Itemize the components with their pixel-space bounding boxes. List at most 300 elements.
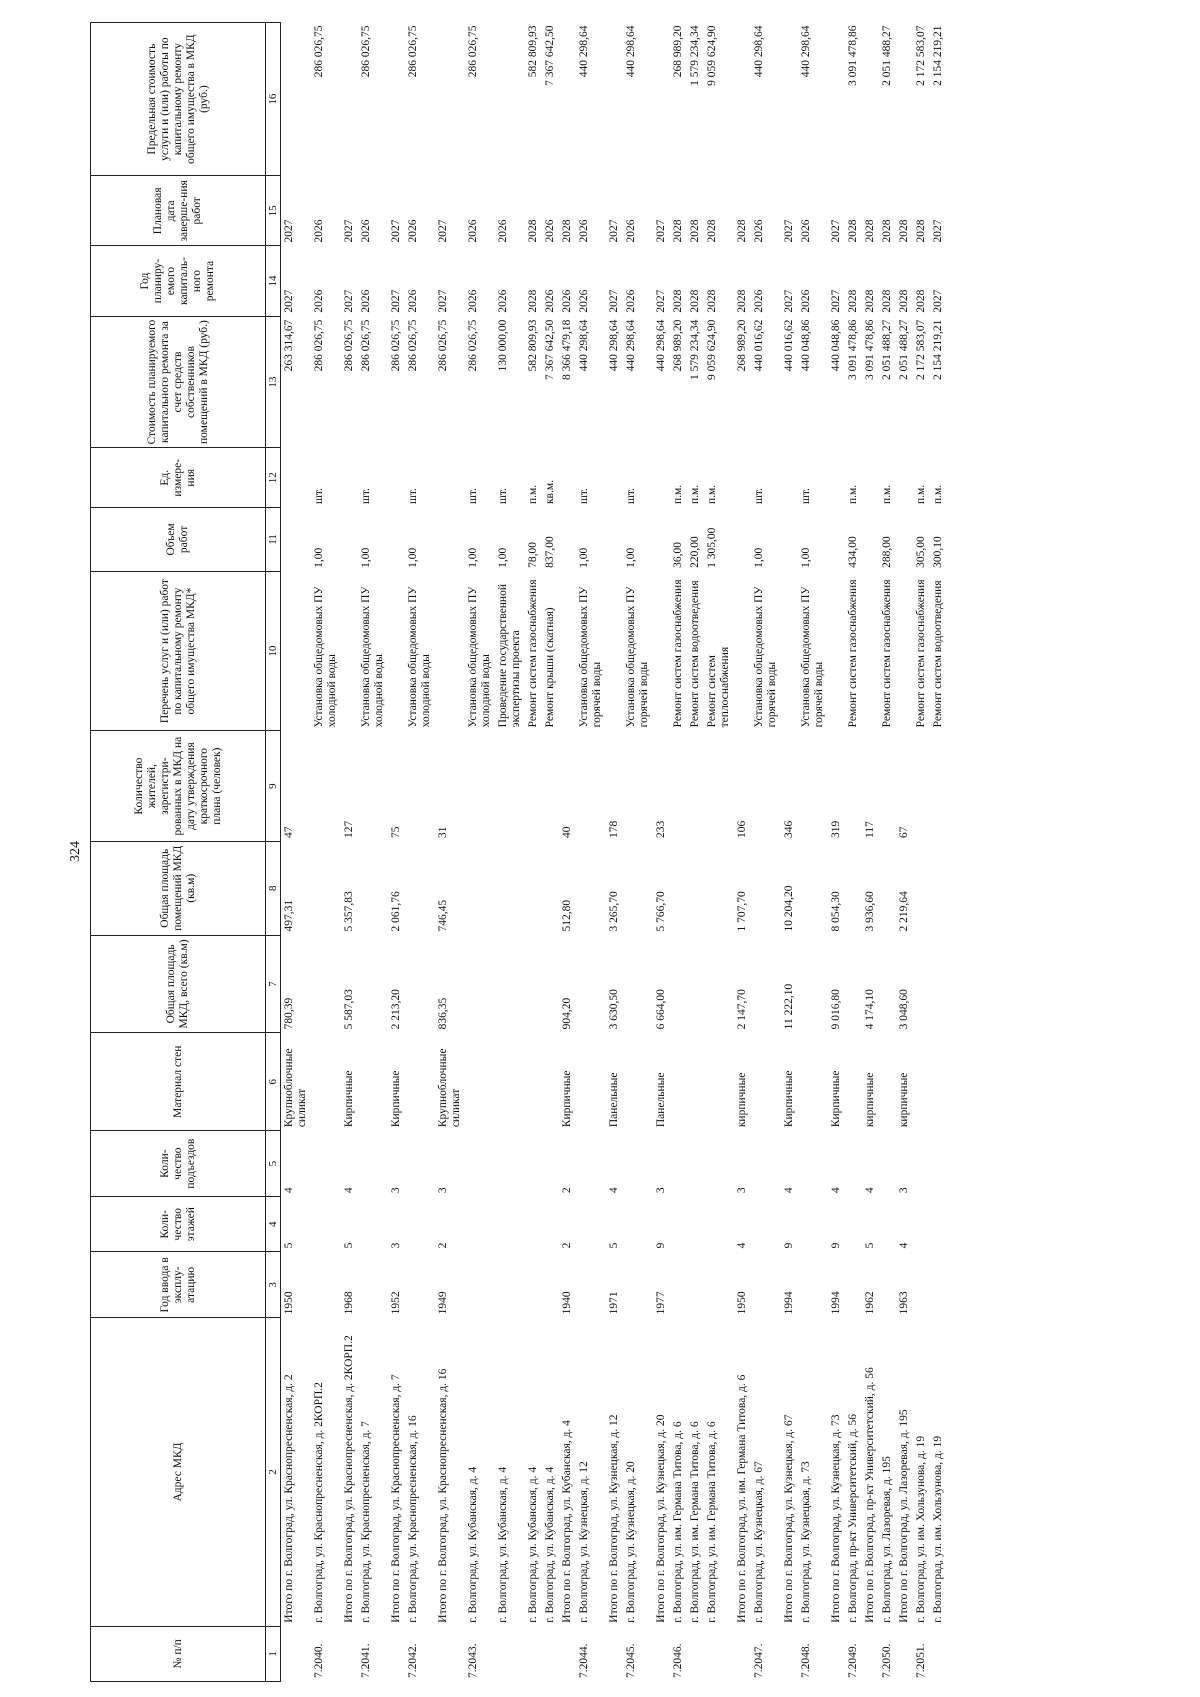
entrances-cell [751, 1131, 781, 1197]
end-date-cell: 2026 [751, 176, 781, 246]
residents-cell [525, 731, 542, 842]
repair-year-cell: 2026 [576, 246, 606, 316]
table-row [525, 23, 542, 1682]
volume-cell [341, 508, 358, 572]
year-built-cell: 1968 [341, 1252, 358, 1318]
year-built-cell [358, 1252, 388, 1318]
volume-cell [281, 508, 312, 572]
entrances-cell [542, 1131, 559, 1197]
entrances-cell [623, 1131, 653, 1197]
volume-cell [388, 508, 405, 572]
row-number: 7.2049. [845, 1626, 862, 1681]
repair-year-cell: 2027 [281, 246, 312, 316]
column-number: 9 [266, 731, 281, 842]
premises-area-cell: 3 265,70 [606, 841, 623, 935]
end-date-cell: 2027 [606, 176, 623, 246]
works-cell [341, 571, 358, 731]
floors-cell [879, 1197, 896, 1252]
year-built-cell [542, 1252, 559, 1318]
total-area-cell [525, 935, 542, 1033]
volume-cell: 1,00 [495, 508, 525, 572]
entrances-cell [495, 1131, 525, 1197]
unit-cell: шт. [623, 448, 653, 508]
cost-cell: 440 048,86 [798, 316, 828, 448]
unit-cell: шт. [311, 448, 341, 508]
premises-area-cell: 5 357,83 [341, 841, 358, 935]
premises-area-cell [495, 841, 525, 935]
repair-year-cell: 2027 [828, 246, 845, 316]
residents-cell [930, 731, 947, 842]
volume-cell: 300,10 [930, 508, 947, 572]
wall-material-cell [311, 1033, 341, 1131]
row-number [734, 1626, 751, 1681]
wall-material-cell: Крупноблочные силикат [435, 1033, 465, 1131]
header-cell: Перечень услуг и (или) работ по капитальному ремонту общего имущества МКД* [91, 571, 266, 731]
address-cell: г. Волгоград, ул. им. Хользунова, д. 19 [930, 1318, 947, 1626]
entrances-cell [798, 1131, 828, 1197]
end-date-cell: 2026 [405, 176, 435, 246]
entrances-cell: 4 [862, 1131, 879, 1197]
year-built-cell: 1963 [896, 1252, 913, 1318]
year-built-cell: 1962 [862, 1252, 879, 1318]
table-row [896, 23, 913, 1682]
address-cell: г. Волгоград, ул. Кузнецкая, д. 67 [751, 1318, 781, 1626]
entrances-cell: 4 [341, 1131, 358, 1197]
entrances-cell: 3 [388, 1131, 405, 1197]
row-number [388, 1626, 405, 1681]
works-cell: Ремонт систем газоснабжения [845, 571, 862, 731]
residents-cell [495, 731, 525, 842]
repair-year-cell: 2027 [341, 246, 358, 316]
max-cost-cell [495, 23, 525, 176]
year-built-cell [913, 1252, 930, 1318]
column-number: 16 [266, 23, 281, 176]
total-area-cell [495, 935, 525, 1033]
repair-year-cell: 2026 [623, 246, 653, 316]
address-cell: Итого по г. Волгоград, ул. им. Германа Титова, д. 6 [734, 1318, 751, 1626]
year-built-cell [670, 1252, 687, 1318]
year-built-cell: 1950 [734, 1252, 751, 1318]
wall-material-cell: Кирпичные [828, 1033, 845, 1131]
premises-area-cell: 2 061,76 [388, 841, 405, 935]
max-cost-cell: 440 298,64 [798, 23, 828, 176]
works-cell: Ремонт систем водоотведения [930, 571, 947, 731]
entrances-cell: 2 [559, 1131, 576, 1197]
cost-cell: 263 314,67 [281, 316, 312, 448]
works-cell: Ремонт систем теплоснабжения [704, 571, 734, 731]
works-cell [281, 571, 312, 731]
total-area-cell [879, 935, 896, 1033]
max-cost-cell [281, 23, 312, 176]
repair-year-cell: 2028 [704, 246, 734, 316]
year-built-cell [930, 1252, 947, 1318]
table-row [542, 23, 559, 1682]
column-number: 11 [266, 508, 281, 572]
wall-material-cell: Крупноблочные силикат [281, 1033, 312, 1131]
works-cell [559, 571, 576, 731]
premises-area-cell [913, 841, 930, 935]
row-number: 7.2042. [405, 1626, 435, 1681]
repair-year-cell: 2026 [465, 246, 495, 316]
table-row [623, 23, 653, 1682]
works-cell: Установка общедомовых ПУ горячей воды [576, 571, 606, 731]
floors-cell: 5 [281, 1197, 312, 1252]
residents-cell [845, 731, 862, 842]
premises-area-cell [687, 841, 704, 935]
end-date-cell: 2026 [623, 176, 653, 246]
end-date-cell: 2028 [913, 176, 930, 246]
works-cell: Ремонт систем газоснабжения [525, 571, 542, 731]
cost-cell: 440 298,64 [606, 316, 623, 448]
table-row [311, 23, 341, 1682]
wall-material-cell [525, 1033, 542, 1131]
end-date-cell: 2026 [495, 176, 525, 246]
total-area-cell: 2 213,20 [388, 935, 405, 1033]
column-number: 10 [266, 571, 281, 731]
repair-year-cell: 2028 [879, 246, 896, 316]
floors-cell [576, 1197, 606, 1252]
address-cell: г. Волгоград, ул. им. Германа Титова, д. 6 [704, 1318, 734, 1626]
total-area-cell [704, 935, 734, 1033]
end-date-cell: 2026 [311, 176, 341, 246]
floors-cell [930, 1197, 947, 1252]
entrances-cell [670, 1131, 687, 1197]
total-area-cell: 9 016,80 [828, 935, 845, 1033]
max-cost-cell: 7 367 642,50 [542, 23, 559, 176]
floors-cell [358, 1197, 388, 1252]
address-cell: Итого по г. Волгоград, ул. Кузнецкая, д. 20 [653, 1318, 670, 1626]
row-number: 7.2046. [670, 1626, 687, 1681]
wall-material-cell: кирпичные [862, 1033, 879, 1131]
table-row [495, 23, 525, 1682]
floors-cell: 9 [828, 1197, 845, 1252]
residents-cell [670, 731, 687, 842]
cost-cell: 440 048,86 [828, 316, 845, 448]
repair-year-cell: 2026 [405, 246, 435, 316]
cost-cell: 286 026,75 [341, 316, 358, 448]
max-cost-cell: 440 298,64 [576, 23, 606, 176]
address-cell: г. Волгоград, ул. Краснопресненская, д. 2КОРП.2 [311, 1318, 341, 1626]
address-cell: г. Волгоград, ул. им. Германа Титова, д. 6 [670, 1318, 687, 1626]
end-date-cell: 2027 [388, 176, 405, 246]
row-number [435, 1626, 465, 1681]
address-cell: г. Волгоград, ул. Кубанская, д. 4 [525, 1318, 542, 1626]
year-built-cell [525, 1252, 542, 1318]
premises-area-cell [751, 841, 781, 935]
year-built-cell [798, 1252, 828, 1318]
floors-cell: 3 [388, 1197, 405, 1252]
wall-material-cell [687, 1033, 704, 1131]
column-number: 15 [266, 176, 281, 246]
entrances-cell: 3 [435, 1131, 465, 1197]
row-number [930, 1626, 947, 1681]
year-built-cell: 1994 [781, 1252, 798, 1318]
unit-cell [435, 448, 465, 508]
works-cell: Установка общедомовых ПУ холодной воды [311, 571, 341, 731]
premises-area-cell [930, 841, 947, 935]
entrances-cell: 4 [828, 1131, 845, 1197]
header-cell: Коли-чество подъездов [91, 1131, 266, 1197]
unit-cell: шт. [495, 448, 525, 508]
premises-area-cell [358, 841, 388, 935]
premises-area-cell [798, 841, 828, 935]
floors-cell [495, 1197, 525, 1252]
wall-material-cell: Кирпичные [388, 1033, 405, 1131]
table-row [930, 23, 947, 1682]
address-cell: г. Волгоград, ул. Кубанская, д. 4 [542, 1318, 559, 1626]
premises-area-cell: 1 707,70 [734, 841, 751, 935]
cost-cell: 2 051 488,27 [896, 316, 913, 448]
year-built-cell: 1952 [388, 1252, 405, 1318]
works-cell: Установка общедомовых ПУ холодной воды [465, 571, 495, 731]
row-number: 7.2043. [465, 1626, 495, 1681]
entrances-cell [465, 1131, 495, 1197]
max-cost-cell [828, 23, 845, 176]
max-cost-cell [559, 23, 576, 176]
cost-cell: 1 579 234,34 [687, 316, 704, 448]
end-date-cell: 2028 [704, 176, 734, 246]
premises-area-cell: 8 054,30 [828, 841, 845, 935]
wall-material-cell: кирпичные [734, 1033, 751, 1131]
total-area-cell [845, 935, 862, 1033]
volume-cell [653, 508, 670, 572]
floors-cell: 4 [896, 1197, 913, 1252]
residents-cell [358, 731, 388, 842]
header-cell: Материал стен [91, 1033, 266, 1131]
residents-cell: 178 [606, 731, 623, 842]
premises-area-cell: 497,31 [281, 841, 312, 935]
year-built-cell: 1940 [559, 1252, 576, 1318]
floors-cell [670, 1197, 687, 1252]
total-area-cell [311, 935, 341, 1033]
floors-cell [542, 1197, 559, 1252]
max-cost-cell [388, 23, 405, 176]
volume-cell: 1,00 [623, 508, 653, 572]
cost-cell: 286 026,75 [311, 316, 341, 448]
address-cell: г. Волгоград, ул. Краснопресненская, д. 7 [358, 1318, 388, 1626]
works-cell: Установка общедомовых ПУ горячей воды [798, 571, 828, 731]
residents-cell [405, 731, 435, 842]
works-cell: Проведение государственной экспертизы проекта [495, 571, 525, 731]
repair-year-cell: 2026 [542, 246, 559, 316]
wall-material-cell [358, 1033, 388, 1131]
address-cell: г. Волгоград, ул. Кубанская, д. 4 [465, 1318, 495, 1626]
address-cell: г. Волгоград, ул. Кузнецкая, д. 73 [798, 1318, 828, 1626]
wall-material-cell: Кирпичные [559, 1033, 576, 1131]
repair-year-cell: 2026 [358, 246, 388, 316]
address-cell: г. Волгоград, ул. им. Германа Титова, д. 6 [687, 1318, 704, 1626]
max-cost-cell: 2 154 219,21 [930, 23, 947, 176]
floors-cell: 9 [781, 1197, 798, 1252]
address-cell: г. Волгоград, ул. Краснопресненская, д. 16 [405, 1318, 435, 1626]
volume-cell: 1,00 [576, 508, 606, 572]
wall-material-cell [465, 1033, 495, 1131]
volume-cell: 305,00 [913, 508, 930, 572]
entrances-cell [405, 1131, 435, 1197]
header-cell: Плановая дата заверше-ния работ [91, 176, 266, 246]
unit-cell: п.м. [930, 448, 947, 508]
repair-year-cell: 2026 [311, 246, 341, 316]
table-row [341, 23, 358, 1682]
cost-cell: 286 026,75 [388, 316, 405, 448]
floors-cell: 2 [435, 1197, 465, 1252]
max-cost-cell [734, 23, 751, 176]
total-area-cell [542, 935, 559, 1033]
total-area-cell: 780,39 [281, 935, 312, 1033]
cost-cell: 440 016,62 [751, 316, 781, 448]
row-number [341, 1626, 358, 1681]
volume-cell: 1,00 [405, 508, 435, 572]
floors-cell [687, 1197, 704, 1252]
end-date-cell: 2028 [896, 176, 913, 246]
entrances-cell [845, 1131, 862, 1197]
floors-cell [751, 1197, 781, 1252]
address-cell: Итого по г. Волгоград, ул. Кузнецкая, д. 67 [781, 1318, 798, 1626]
cost-cell: 440 298,64 [623, 316, 653, 448]
year-built-cell: 1949 [435, 1252, 465, 1318]
table-row [281, 23, 312, 1682]
repair-year-cell: 2026 [798, 246, 828, 316]
end-date-cell: 2027 [653, 176, 670, 246]
premises-area-cell [465, 841, 495, 935]
year-built-cell [751, 1252, 781, 1318]
max-cost-cell: 286 026,75 [405, 23, 435, 176]
cost-cell: 286 026,75 [405, 316, 435, 448]
end-date-cell: 2026 [798, 176, 828, 246]
address-cell: г. Волгоград, ул. Кузнецкая, д. 20 [623, 1318, 653, 1626]
works-cell: Ремонт систем газоснабжения [670, 571, 687, 731]
premises-area-cell [623, 841, 653, 935]
address-cell: Итого по г. Волгоград, ул. Лазоревая, д. 195 [896, 1318, 913, 1626]
cost-cell: 268 989,20 [670, 316, 687, 448]
wall-material-cell [623, 1033, 653, 1131]
residents-cell: 106 [734, 731, 751, 842]
wall-material-cell [879, 1033, 896, 1131]
table-row [653, 23, 670, 1682]
works-cell [388, 571, 405, 731]
year-built-cell: 1977 [653, 1252, 670, 1318]
wall-material-cell: Кирпичные [341, 1033, 358, 1131]
year-built-cell [623, 1252, 653, 1318]
address-cell: г. Волгоград, ул. Кузнецкая, д. 12 [576, 1318, 606, 1626]
end-date-cell: 2028 [845, 176, 862, 246]
works-cell [862, 571, 879, 731]
volume-cell: 1 305,00 [704, 508, 734, 572]
volume-cell: 1,00 [798, 508, 828, 572]
max-cost-cell: 286 026,75 [311, 23, 341, 176]
column-number: 6 [266, 1033, 281, 1131]
row-number: 7.2048. [798, 1626, 828, 1681]
cost-cell: 2 172 583,07 [913, 316, 930, 448]
end-date-cell: 2028 [734, 176, 751, 246]
address-cell: г. Волгоград, пр-кт Университетский, д. 56 [845, 1318, 862, 1626]
cost-cell: 2 051 488,27 [879, 316, 896, 448]
row-number [525, 1626, 542, 1681]
column-number: 12 [266, 448, 281, 508]
row-number [862, 1626, 879, 1681]
end-date-cell: 2026 [576, 176, 606, 246]
repair-year-cell: 2028 [687, 246, 704, 316]
repair-year-cell: 2027 [781, 246, 798, 316]
entrances-cell [311, 1131, 341, 1197]
total-area-cell [798, 935, 828, 1033]
cost-cell: 286 026,75 [358, 316, 388, 448]
total-area-cell [687, 935, 704, 1033]
row-number [606, 1626, 623, 1681]
table-row [781, 23, 798, 1682]
header-row [91, 23, 266, 1682]
volume-cell: 1,00 [358, 508, 388, 572]
premises-area-cell: 512,80 [559, 841, 576, 935]
header-cell: Ед. измере-ния [91, 448, 266, 508]
works-cell: Установка общедомовых ПУ горячей воды [623, 571, 653, 731]
year-built-cell: 1971 [606, 1252, 623, 1318]
wall-material-cell: Панельные [653, 1033, 670, 1131]
volume-cell [559, 508, 576, 572]
end-date-cell: 2028 [862, 176, 879, 246]
repair-year-cell: 2027 [653, 246, 670, 316]
wall-material-cell [670, 1033, 687, 1131]
end-date-cell: 2028 [525, 176, 542, 246]
entrances-cell [930, 1131, 947, 1197]
repair-year-cell: 2027 [435, 246, 465, 316]
unit-cell: п.м. [687, 448, 704, 508]
year-built-cell [405, 1252, 435, 1318]
table-row [559, 23, 576, 1682]
header-cell: Год планиру-емого капиталь-ного ремонта [91, 246, 266, 316]
works-cell [435, 571, 465, 731]
max-cost-cell [896, 23, 913, 176]
unit-cell: п.м. [704, 448, 734, 508]
residents-cell [542, 731, 559, 842]
entrances-cell [525, 1131, 542, 1197]
repair-year-cell: 2028 [862, 246, 879, 316]
residents-cell: 127 [341, 731, 358, 842]
total-area-cell: 2 147,70 [734, 935, 751, 1033]
year-built-cell [704, 1252, 734, 1318]
floors-cell [405, 1197, 435, 1252]
header-cell: Стоимость планируемого капитального ремонта за счет средств собственников помещений в МКД (руб.) [91, 316, 266, 448]
row-number [828, 1626, 845, 1681]
cost-cell: 286 026,75 [465, 316, 495, 448]
repair-year-cell: 2027 [930, 246, 947, 316]
unit-cell: шт. [576, 448, 606, 508]
header-cell: Предельная стоимость услуги и (или) работы по капитальному ремонту общего имущества в МКД (руб.) [91, 23, 266, 176]
entrances-cell [358, 1131, 388, 1197]
works-cell [828, 571, 845, 731]
premises-area-cell: 746,45 [435, 841, 465, 935]
total-area-cell: 11 222,10 [781, 935, 798, 1033]
floors-cell: 5 [606, 1197, 623, 1252]
table-row [358, 23, 388, 1682]
header-cell: Общая площадь помещений МКД (кв.м) [91, 841, 266, 935]
header-cell: Общая площадь МКД, всего (кв.м) [91, 935, 266, 1033]
wall-material-cell [913, 1033, 930, 1131]
header-cell: Количество жителей, зарегистри-рованных в МКД на дату утверждения краткосрочного плана (человек) [91, 731, 266, 842]
volume-cell: 78,00 [525, 508, 542, 572]
table-row [405, 23, 435, 1682]
max-cost-cell [341, 23, 358, 176]
residents-cell [879, 731, 896, 842]
max-cost-cell [862, 23, 879, 176]
end-date-cell: 2026 [542, 176, 559, 246]
repair-year-cell: 2028 [913, 246, 930, 316]
unit-cell: п.м. [525, 448, 542, 508]
row-number [687, 1626, 704, 1681]
column-number: 4 [266, 1197, 281, 1252]
residents-cell: 31 [435, 731, 465, 842]
rotated-landscape-sheet [60, 22, 1180, 1682]
